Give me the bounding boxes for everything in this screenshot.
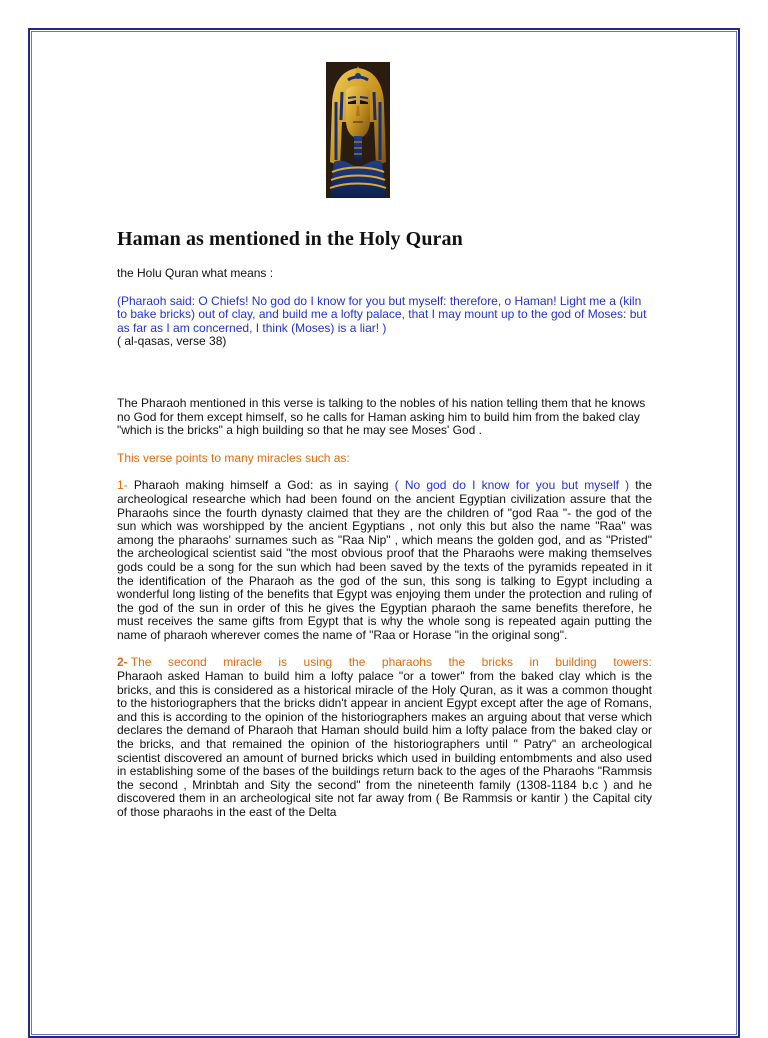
verse-reference: ( al-qasas, verse 38): [117, 334, 227, 349]
miracle-2-heading-word: using: [303, 655, 333, 670]
miracle-2-heading-word: bricks: [481, 655, 513, 670]
document-body: [117, 228, 652, 820]
miracle-1-lead: Pharaoh making himself a God: as in saying: [127, 478, 395, 493]
miracle-2-number: 2- The: [117, 655, 152, 670]
explanation-paragraph: The Pharaoh mentioned in this verse is talking to the nobles of his nation telling them that he knows no God for them except himself, so he calls for Haman asking him to build him from the baked clay "which is the bricks" a high building so that he may see Moses' God .: [117, 395, 646, 438]
miracle-2-body: Pharaoh asked Haman to build him a lofty palace "or a tower" from the baked clay which is the bricks, and this is considered as a historical miracle of the Holy Quran, as it was a common thought to the historiographers that the bricks didn't appear in ancient Egypt except after the age of Romans, and this is according to the opinion of the historiographers makes an arguing about that verse which declares the demand of Pharaoh that Haman should build him a lofty palace from the baked clay or the bricks, and that remained the opinion of the historiographers until " Patry" an archeological scientist discovered an amount of burned bricks which used in building entombments and also used in establishing some of the bases of the buildings return back to the ages of the Pharaohs "Rammsis the second , Mrinbtah and Sity the second" from the nineteenth family (1308-1184 b.c ) and he discovered them in an archeological site not far away from ( Be Rammsis or kantir ) the Capital city of those pharaohs in the east of the Delta: [117, 669, 652, 819]
miracle-2-heading-word: is: [278, 655, 288, 670]
miracle-2-heading-word: the: [348, 655, 366, 670]
miracle-2-heading-word: pharaohs: [381, 655, 432, 670]
pharaoh-mask-image: [326, 62, 390, 198]
miracle-2-heading-word: building: [555, 655, 597, 670]
miracle-2-heading: [117, 656, 652, 670]
miracle-1-paragraph: [117, 479, 652, 642]
intro-text: the Holu Quran what means :: [117, 266, 274, 280]
miracle-1-number: 1-: [117, 478, 128, 493]
miracle-1-quote: ( No god do I know for you but myself ): [394, 478, 630, 493]
miracle-2-section: [117, 656, 652, 819]
miracles-heading: This verse points to many miracles such as:: [117, 450, 350, 465]
miracle-2-heading-word: the: [448, 655, 466, 670]
miracle-2-heading-word: towers:: [613, 655, 652, 670]
miracle-1-body: the archeological researche which had been found on the ancient Egyptian civilization assure that the Pharaohs since the fourth dynasty claimed that they are the children of "god Raa "- the god of the sun which was worshipped by the ancient Egyptians , not only this but also the name "Raa" was among the pharaohs' surnames such as "Raa Nip" , which means the golden god, and as "Pristed" the archeological scientist said "the most obvious proof that the Pharaohs were making themselves gods could be a song for the sun which had been saved by the texts of the pyramids repeated in it the identification of the Pharaoh as the god of the sun, this song is talking to Egypt including a wonderful long listing of the benefits that Egypt was enjoying them under the protection and ruling of the god of the sun in order of this he gives the Egyptian pharaoh the same benefits therefore, he must receives the same gifts from Egypt that is why the whole song is repeated again putting the name of pharaoh wherever comes the name of "Raa or Horase "in the original song".: [117, 478, 652, 642]
miracle-2-heading-word: miracle: [223, 655, 262, 670]
miracle-2-heading-word: second: [167, 655, 207, 670]
quran-verse: (Pharaoh said: O Chiefs! No god do I know for you but myself: therefore, o Haman! Light me a (kiln to bake bricks) out of clay, and build me a lofty palace, that I may mount up to the god of Moses: but as far as I am concerned, I think (Moses) is a liar! ): [117, 293, 647, 335]
miracle-2-heading-word: in: [529, 655, 539, 670]
document-title: Haman as mentioned in the Holy Quran: [117, 228, 463, 250]
